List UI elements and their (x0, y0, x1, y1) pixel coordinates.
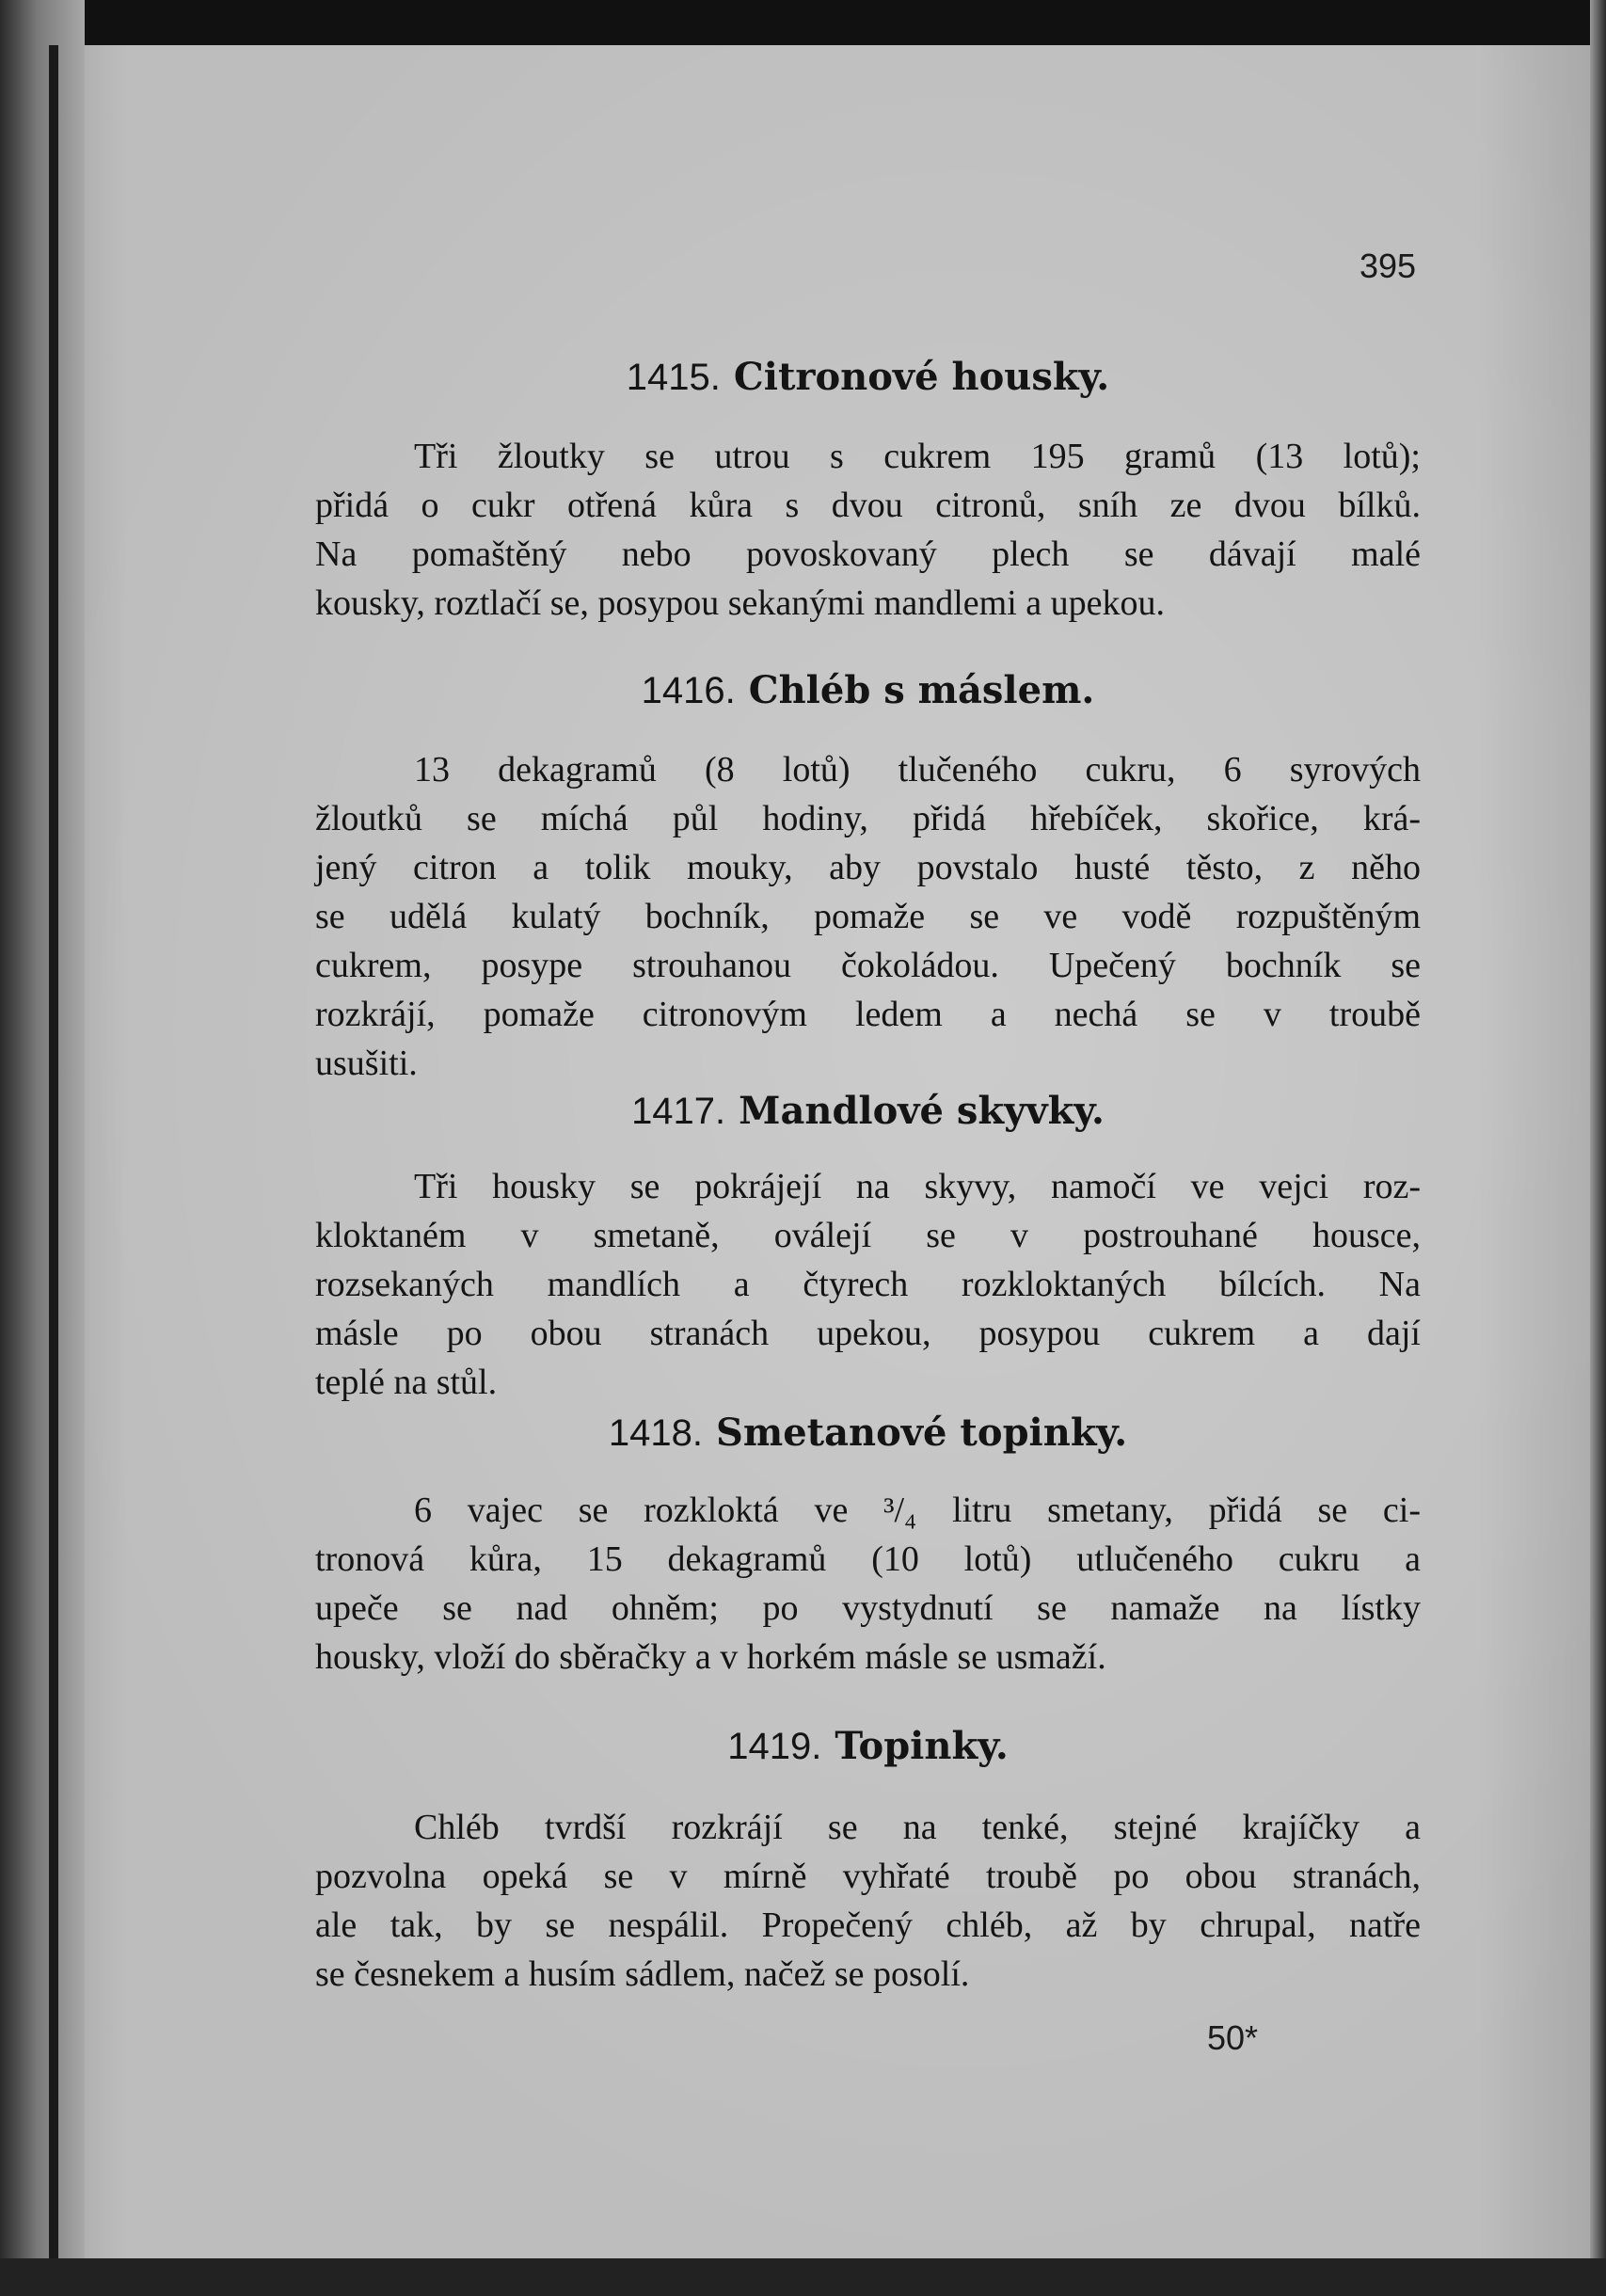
recipe-1415 (315, 353, 1421, 628)
scan-bottom-edge (0, 2258, 1606, 2296)
recipe-line: Tři housky se pokrájejí na skyvy, namočí ve vejci roz- (414, 1167, 1421, 1206)
recipe-title: Mandlové skyvky. (739, 1089, 1105, 1133)
recipe-line: Na pomaštěný nebo povoskovaný plech se dávají malé (315, 534, 1421, 574)
recipe-heading (315, 666, 1421, 715)
scan-top-edge (0, 0, 1606, 45)
recipe-line: přidá o cukr otřená kůra s dvou citronů, sníh ze dvou bílků. (315, 486, 1421, 525)
recipe-number: 1419. (727, 1726, 822, 1767)
recipe-line: se česnekem a husím sádlem, načež se posolí. (315, 1954, 970, 1994)
recipe-heading (315, 1087, 1421, 1136)
recipe-line: teplé na stůl. (315, 1363, 498, 1402)
scan-right-edge (1590, 0, 1606, 2296)
recipe-line: kousky, roztlačí se, posypou sekanými mandlemi a upekou. (315, 583, 1166, 623)
recipe-line: pozvolna opeká se v mírně vyhřaté troubě po obou stranách, (315, 1857, 1421, 1896)
recipe-title: Smetanové topinky. (715, 1411, 1128, 1455)
recipe-heading (315, 353, 1421, 402)
recipe-line: cukrem, posype strouhanou čokoládou. Upečený bochník se (315, 946, 1421, 985)
recipe-line: upeče se nad ohněm; po vystydnutí se namaže na lístky (315, 1588, 1421, 1628)
recipe-line: ale tak, by se nespálil. Propečený chléb, až by chrupal, natře (315, 1905, 1421, 1945)
recipe-number: 1417. (631, 1091, 726, 1132)
recipe-line: tronová kůra, 15 dekagramů (10 lotů) utlučeného cukru a (315, 1539, 1421, 1579)
recipe-title: Chléb s máslem. (748, 668, 1095, 712)
page-number: 395 (1360, 247, 1417, 285)
recipe-number: 1416. (641, 670, 736, 711)
recipe-heading (315, 1409, 1421, 1458)
recipe-line: 13 dekagramů (8 lotů) tlučeného cukru, 6 syrových (414, 750, 1421, 789)
printer-signature-mark: 50* (1207, 2018, 1259, 2057)
recipe-line: 6 vajec se rozkloktá ve ³/₄ litru smetany, přidá se ci- (414, 1491, 1421, 1530)
recipe-line: rozkrájí, pomaže citronovým ledem a nechá se v troubě (315, 995, 1421, 1034)
recipe-line: jený citron a tolik mouky, aby povstalo husté těsto, z něho (315, 848, 1421, 887)
recipe-line: másle po obou stranách upekou, posypou cukrem a dají (315, 1314, 1421, 1353)
recipe-heading (315, 1722, 1421, 1771)
recipe-title: Topinky. (835, 1724, 1009, 1768)
recipe-1419 (315, 1722, 1421, 1999)
recipe-1417 (315, 1087, 1421, 1407)
recipe-line: kloktaném v smetaně, oválejí se v postrouhané housce, (315, 1216, 1421, 1255)
recipe-line: se udělá kulatý bochník, pomaže se ve vodě rozpuštěným (315, 897, 1421, 936)
recipe-line: Tři žloutky se utrou s cukrem 195 gramů (13 lotů); (414, 437, 1421, 476)
recipe-title: Citronové housky. (733, 355, 1110, 399)
recipe-number: 1415. (626, 357, 721, 398)
recipe-line: žloutků se míchá půl hodiny, přidá hřebíček, skořice, krá- (315, 799, 1421, 838)
recipe-line: housky, vloží do sběračky a v horkém másle se usmaží. (315, 1637, 1106, 1677)
scan-left-edge (0, 0, 85, 2296)
recipe-line: Chléb tvrdší rozkrájí se na tenké, stejné krajíčky a (414, 1808, 1421, 1847)
recipe-line: usušiti. (315, 1044, 418, 1083)
recipe-1418 (315, 1409, 1421, 1682)
recipe-number: 1418. (608, 1412, 703, 1454)
recipe-line: rozsekaných mandlích a čtyrech rozkloktaných bílcích. Na (315, 1265, 1421, 1304)
recipe-1416 (315, 666, 1421, 1088)
book-binding-line (49, 45, 58, 2258)
